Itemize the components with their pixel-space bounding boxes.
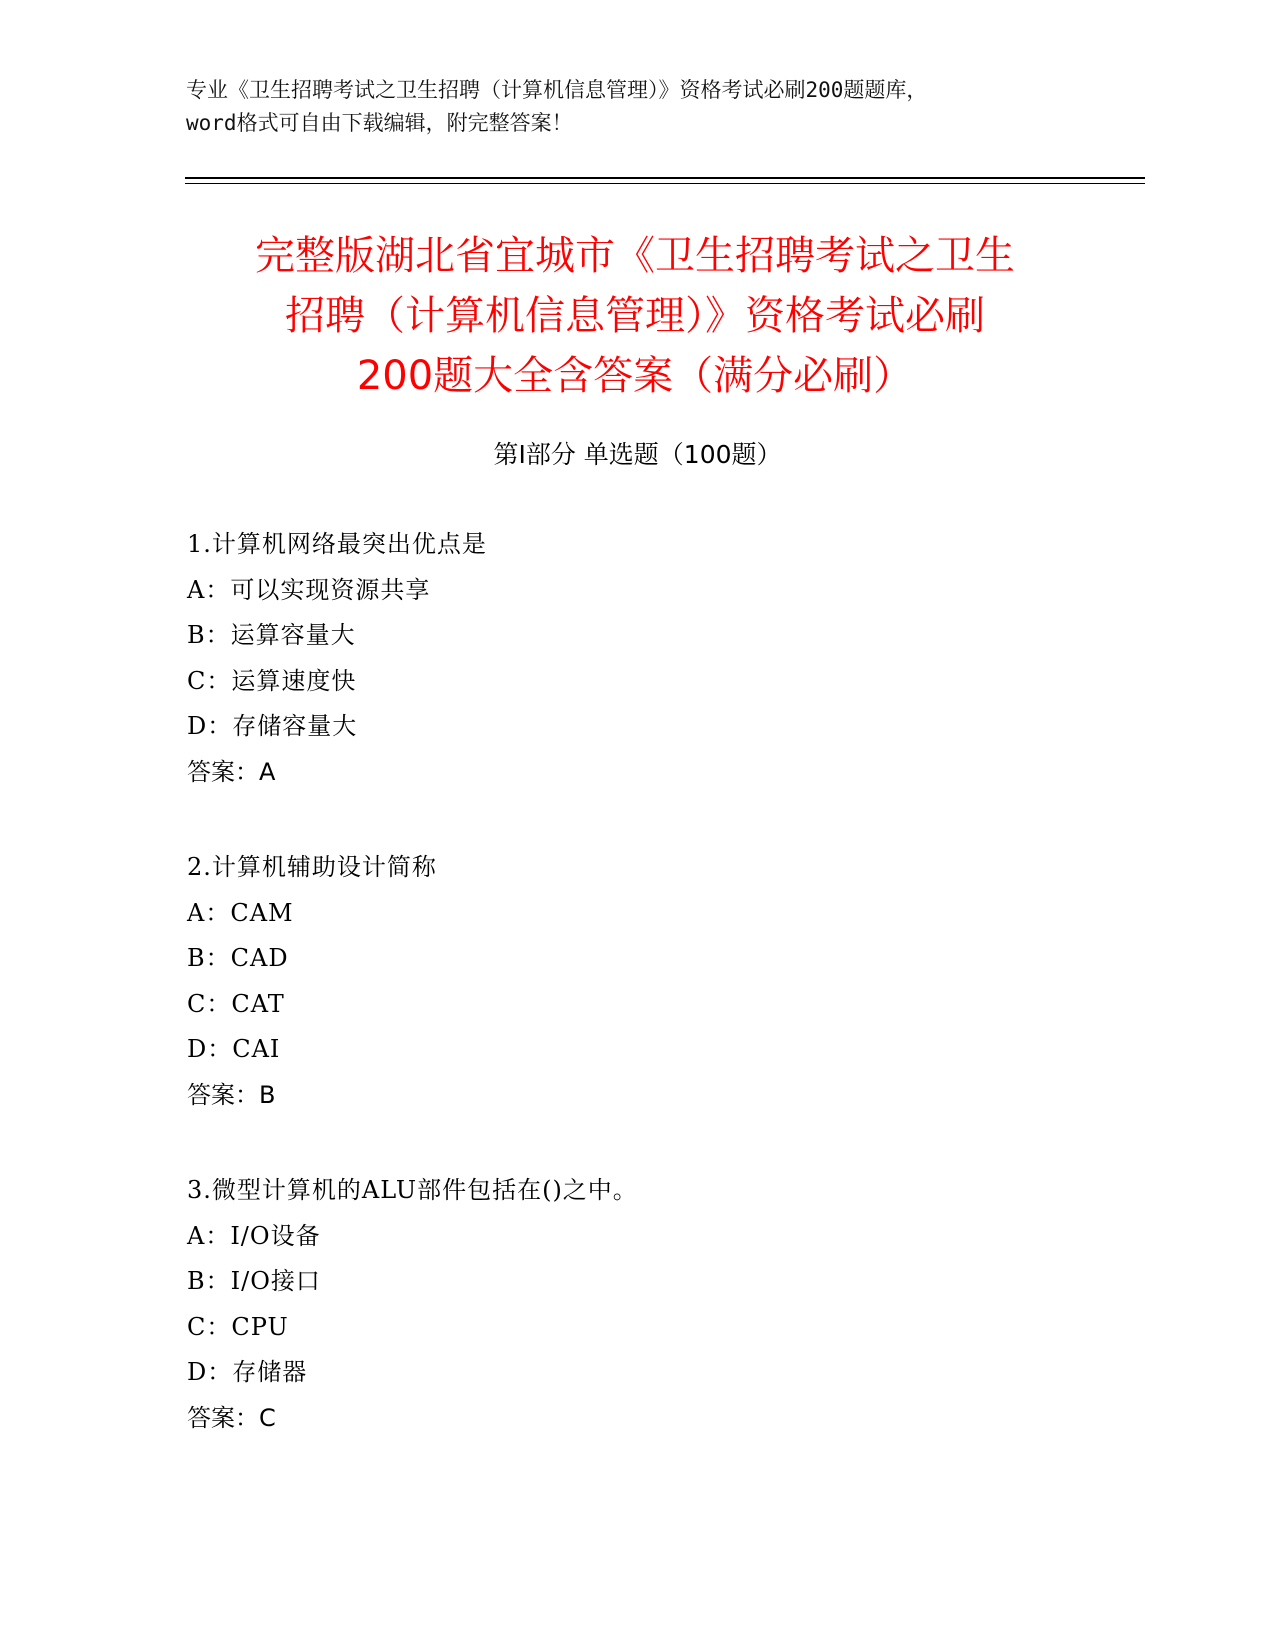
- option-a: A：I/O设备: [187, 1221, 321, 1250]
- answer: 答案：B: [187, 1080, 276, 1109]
- header-divider-thin: [185, 183, 1145, 184]
- document-title-line-2: 招聘（计算机信息管理）》资格考试必刷: [285, 293, 985, 339]
- option-c: C：CAT: [187, 989, 285, 1018]
- answer: 答案：A: [187, 757, 276, 786]
- question-stem: 3.微型计算机的ALU部件包括在()之中。: [187, 1176, 638, 1204]
- question-3: [187, 1168, 1137, 1441]
- option-a: A：CAM: [187, 898, 294, 927]
- section-title: 第Ⅰ部分 单选题（100题）: [493, 440, 782, 469]
- question-list: [187, 522, 1137, 1491]
- option-c: C：CPU: [187, 1312, 289, 1341]
- header-divider-thick: [185, 177, 1145, 179]
- document-title-line-1: 完整版湖北省宜城市《卫生招聘考试之卫生: [255, 233, 1015, 279]
- question-stem: 2.计算机辅助设计简称: [187, 853, 437, 881]
- document-title: [130, 226, 1140, 406]
- option-b: B：I/O接口: [187, 1267, 321, 1295]
- question-1: [187, 522, 1137, 795]
- answer: 答案：C: [187, 1403, 276, 1432]
- option-b: B：CAD: [187, 944, 289, 972]
- header-note-line-2: word格式可自由下载编辑，附完整答案！: [186, 111, 573, 135]
- question-2: [187, 845, 1137, 1118]
- question-stem: 1.计算机网络最突出优点是: [187, 530, 487, 558]
- option-a: A：可以实现资源共享: [187, 575, 431, 604]
- header-note-line-1: 专业《卫生招聘考试之卫生招聘（计算机信息管理）》资格考试必刷200题题库，: [186, 78, 928, 102]
- option-c: C：运算速度快: [187, 666, 357, 695]
- option-d: D：CAI: [187, 1035, 281, 1063]
- option-d: D：存储容量大: [187, 712, 358, 740]
- document-title-line-3: 200题大全含答案（满分必刷）: [356, 353, 914, 399]
- option-d: D：存储器: [187, 1358, 308, 1386]
- option-b: B：运算容量大: [187, 621, 356, 649]
- header-note: [186, 74, 1086, 140]
